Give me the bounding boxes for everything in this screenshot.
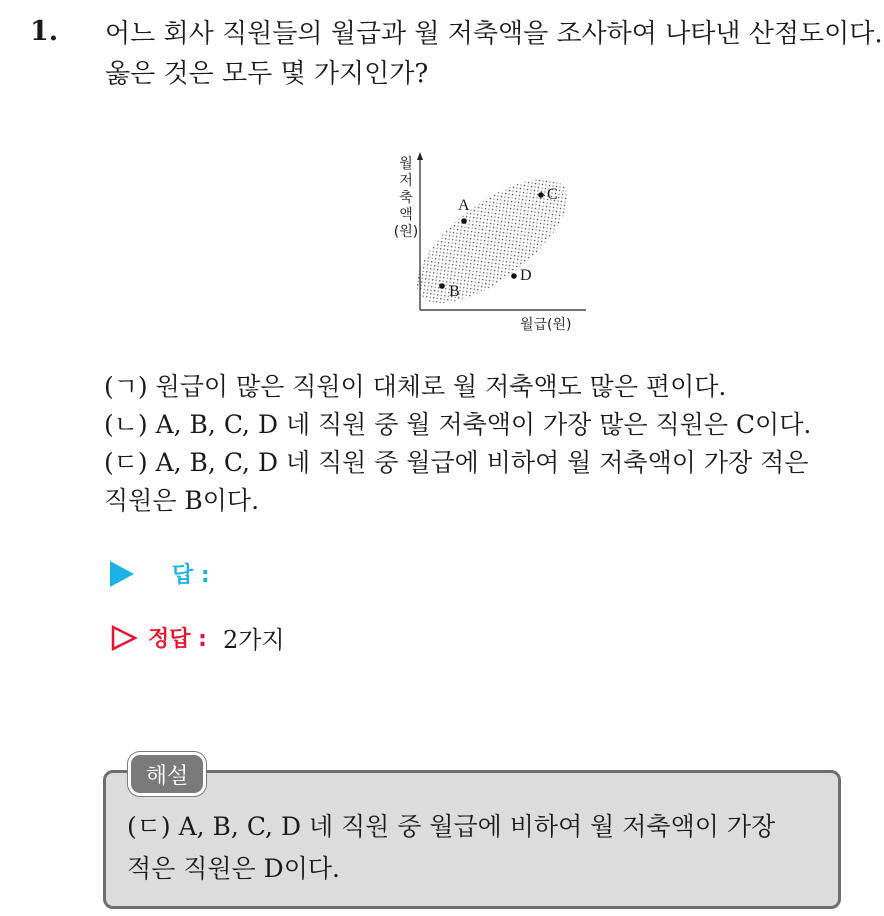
statement: 직원은 B이다. bbox=[104, 486, 260, 515]
stem-line: 어느 회사 직원들의 월급과 월 저축액을 조사하여 나타낸 산점도이다. bbox=[105, 19, 883, 49]
explanation-line: 적은 직원은 D이다. bbox=[127, 854, 340, 883]
y-label-char: 축 bbox=[399, 190, 413, 206]
explanation-line: (ㄷ) A, B, C, D 네 직원 중 월급에 비하여 월 저축액이 가장 bbox=[127, 812, 776, 841]
point-c bbox=[538, 192, 544, 198]
play-outline-icon bbox=[110, 624, 138, 652]
point-d-label: D bbox=[520, 267, 532, 284]
statement: (ㄷ) A, B, C, D 네 직원 중 월급에 비하여 월 저축액이 가장 적은 bbox=[104, 448, 809, 477]
scatter-cloud bbox=[397, 156, 586, 325]
correct-answer-row bbox=[110, 620, 285, 655]
y-label-char: 저 bbox=[399, 173, 413, 189]
point-a bbox=[461, 218, 467, 224]
answer-label: 답 : bbox=[172, 563, 210, 588]
statement: (ㄴ) A, B, C, D 네 직원 중 월 저축액이 가장 많은 직원은 C이다. bbox=[104, 410, 812, 439]
explanation-text bbox=[127, 806, 827, 890]
y-label-char: 월 bbox=[399, 156, 413, 172]
statement: (ㄱ) 원급이 많은 직원이 대체로 월 저축액도 많은 편이다. bbox=[104, 372, 727, 401]
point-b-label: B bbox=[449, 283, 460, 300]
stem-line: 옳은 것은 모두 몇 가지인가? bbox=[105, 59, 429, 89]
y-axis-label bbox=[389, 156, 423, 241]
point-c-label: C bbox=[547, 186, 558, 203]
question-stem bbox=[105, 14, 883, 94]
correct-answer-label: 정답 : bbox=[148, 627, 207, 652]
point-d bbox=[511, 273, 517, 279]
y-label-char: 액 bbox=[399, 207, 413, 223]
answer-row bbox=[110, 558, 210, 589]
y-label-char: (원) bbox=[393, 224, 419, 240]
statement-list bbox=[104, 368, 869, 520]
point-a-label: A bbox=[458, 197, 470, 214]
x-axis-label: 월급(원) bbox=[520, 317, 572, 333]
correct-answer-value: 2가지 bbox=[222, 626, 285, 654]
point-b bbox=[439, 283, 445, 289]
question-number: 1. bbox=[30, 16, 59, 47]
play-icon bbox=[110, 561, 134, 587]
scatter-figure bbox=[380, 150, 590, 340]
explanation-tab: 해설 bbox=[128, 752, 206, 796]
